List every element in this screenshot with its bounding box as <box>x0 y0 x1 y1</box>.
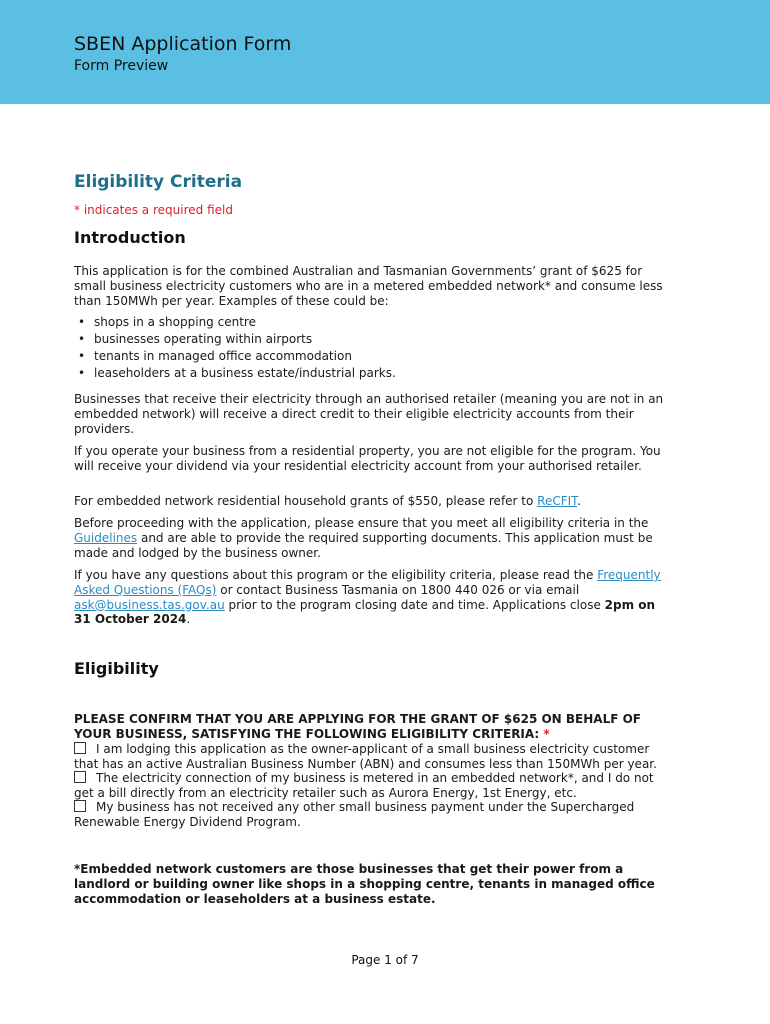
intro-paragraph-2: Businesses that receive their electricity through an authorised retailer (meaning you are not in an embedded network) will receive a direct credit to their eligible electricity accounts from their providers. <box>74 392 664 436</box>
list-item: • shops in a shopping centre <box>74 314 674 331</box>
p5-end: and are able to provide the required supporting documents. This application must be made and lodged by the business owner. <box>74 530 653 560</box>
form-subtitle: Form Preview <box>74 58 169 74</box>
eligibility-option-owner[interactable] <box>74 742 674 771</box>
required-field-note: * indicates a required field <box>74 203 233 217</box>
intro-paragraph-6 <box>74 568 674 627</box>
faq-link[interactable]: Frequently Asked Questions (FAQs) <box>74 568 661 597</box>
intro-paragraph-1: This application is for the combined Australian and Tasmanian Governments’ grant of $625 for small business electricity customers who are in a metered embedded network* and consume less than 150MWh per year. Examples of these could be: <box>74 264 663 308</box>
option-label: The electricity connection of my business is metered in an embedded network*, and I do not get a bill directly from an electricity retailer such as Aurora Energy, 1st Energy, etc. <box>74 771 654 800</box>
intro-paragraph-3: If you operate your business from a residential property, you are not eligible for the program. You will receive your dividend via your residential electricity account from your authorised retailer. <box>74 444 661 473</box>
email-link[interactable]: ask@business.tas.gov.au <box>74 597 225 612</box>
option-label: My business has not received any other small business payment under the Supercharged Renewable Energy Dividend Program. <box>74 800 635 829</box>
confirm-text: PLEASE CONFIRM THAT YOU ARE APPLYING FOR THE GRANT OF $625 ON BEHALF OF YOUR BUSINESS, SATISFYING THE FOLLOWING ELIGIBILITY CRITERIA: <box>74 712 641 741</box>
p6-text-2: or contact Business Tasmania on 1800 440 026 or via email <box>216 582 580 597</box>
p6-text-3: prior to the program closing date and time. Applications close <box>224 597 605 612</box>
intro-paragraph-4 <box>74 494 674 509</box>
list-item: • businesses operating within airports <box>74 331 674 348</box>
page-number: Page 1 of 7 <box>351 953 419 967</box>
list-item: • tenants in managed office accommodation <box>74 348 674 365</box>
p6-end: . <box>186 612 191 627</box>
form-title: SBEN Application Form <box>74 33 292 55</box>
list-item: • leaseholders at a business estate/industrial parks. <box>74 365 674 382</box>
embedded-network-footnote: *Embedded network customers are those businesses that get their power from a landlord or building owner like shops in a shopping centre, tenants in managed office accommodation or leaseholders at a business estate. <box>74 862 655 906</box>
introduction-heading: Introduction <box>74 228 186 247</box>
guidelines-link[interactable]: Guidelines <box>74 530 138 545</box>
closing-date: 2pm on 31 October 2024 <box>74 597 656 627</box>
intro-paragraph-5 <box>74 516 674 560</box>
checkbox[interactable] <box>74 742 86 754</box>
recfit-link[interactable]: ReCFIT <box>537 494 578 508</box>
checkbox[interactable] <box>74 771 86 783</box>
p4-text: For embedded network residential household grants of $550, please refer to <box>74 494 538 508</box>
eligibility-confirm-label <box>74 712 674 741</box>
p5-text: Before proceeding with the application, please ensure that you meet all eligibility criteria in the <box>74 516 649 530</box>
section-title: Eligibility Criteria <box>74 172 243 192</box>
p4-end: . <box>577 494 581 508</box>
eligibility-option-embedded[interactable] <box>74 771 674 800</box>
option-label: I am lodging this application as the owner-applicant of a small business electricity customer that has an active Australian Business Number (ABN) and consumes less than 150MWh per year. <box>74 742 657 771</box>
examples-list <box>74 314 674 382</box>
required-marker: * <box>543 726 550 741</box>
eligibility-option-no-other-payment[interactable] <box>74 800 674 829</box>
eligibility-options <box>74 742 674 830</box>
p6-text: If you have any questions about this program or the eligibility criteria, please read the <box>74 568 598 582</box>
checkbox[interactable] <box>74 800 86 812</box>
page-header <box>0 0 770 104</box>
eligibility-heading: Eligibility <box>74 659 159 678</box>
